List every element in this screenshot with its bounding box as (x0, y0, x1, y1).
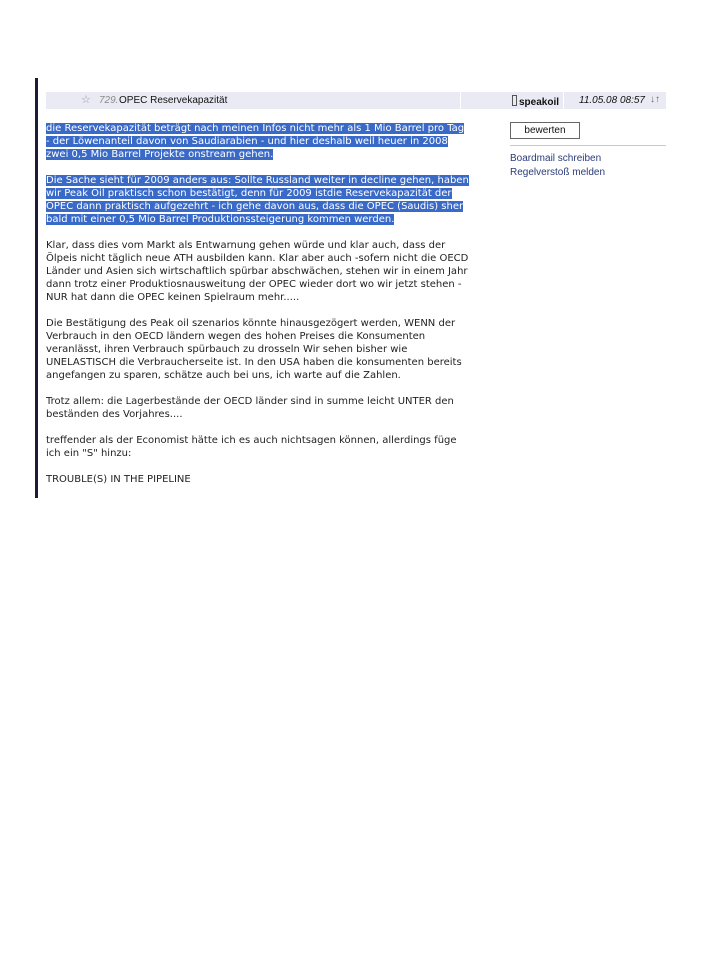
post-title[interactable]: OPEC Reservekapazität (119, 95, 228, 106)
selected-line: Die Sache sieht für 2009 anders aus: Sollte Russland weiter in decline gehen, haben (46, 175, 469, 186)
rate-button[interactable]: bewerten (510, 122, 580, 139)
header-divider (563, 92, 564, 109)
user-icon (512, 95, 517, 106)
text-line: veranlässt, ihren Verbrauch spürbauch zu drosseln Wir sehen bisher wie (46, 344, 408, 355)
selected-line: - der Löwenanteil davon von Saudiarabien - und hier deshalb weil heuer in 2008 (46, 136, 448, 147)
post-body (46, 122, 506, 499)
selected-line: wir Peak Oil praktisch schon bestätigt, denn für 2009 istdie Reservekapazität der (46, 188, 452, 199)
header-divider (460, 92, 461, 109)
selected-line: zwei 0,5 Mio Barrel Projekte onstream gehen. (46, 149, 274, 160)
text-line: ich ein "S" hinzu: (46, 448, 132, 459)
text-line: angefangen zu sparen, schätze auch bei uns, ich warte auf die Zahlen. (46, 370, 401, 381)
thread-depth-bar (35, 78, 38, 498)
post-paragraph (46, 317, 506, 382)
sidebar-divider (510, 145, 666, 146)
text-line: TROUBLE(S) IN THE PIPELINE (46, 474, 191, 485)
text-line: treffender als der Economist hätte ich es auch nichtsagen können, allerdings füge (46, 435, 457, 446)
post-paragraph (46, 239, 506, 304)
text-line: UNELASTISCH die Verbraucherseite ist. In den USA haben die konsumenten bereits (46, 357, 462, 368)
navigate-arrows-icon[interactable]: ↓↑ (650, 94, 660, 105)
boardmail-link[interactable]: Boardmail schreiben (510, 153, 602, 164)
post-header (46, 92, 666, 109)
selected-line: OPEC dann praktisch aufgezehrt - ich gehe davon aus, dass die OPEC (Saudis) sher (46, 201, 464, 212)
post-paragraph (46, 473, 506, 486)
post-sidebar (510, 122, 666, 177)
selected-line: die Reservekapazität beträgt nach meinen Infos nicht mehr als 1 Mio Barrel pro Tag (46, 123, 465, 134)
text-line: Ölpeis nicht täglich neue ATH ausbilden kann. Klar aber auch -sofern nicht die OECD (46, 253, 469, 264)
selected-line: bald mit einer 0,5 Mio Barrel Produktionssteigerung kommen werden. (46, 214, 395, 225)
author-name[interactable] (512, 95, 559, 108)
text-line: dann trotz einer Produktiosnausweitung der OPEC wieder dort wo wir jetzt stehen - (46, 279, 462, 290)
highlighted-paragraph (46, 174, 506, 226)
text-line: beständen des Vorjahres.... (46, 409, 183, 420)
text-line: Trotz allem: die Lagerbestände der OECD länder sind in summe leicht UNTER den (46, 396, 454, 407)
text-line: Die Bestätigung des Peak oil szenarios könnte hinausgezögert werden, WENN der (46, 318, 456, 329)
text-line: Länder und Asien sich wirtschaftlich spürbar abschwächen, stehen wir in einem Jahr (46, 266, 468, 277)
bookmark-star-icon[interactable]: ☆ (81, 94, 91, 106)
text-line: Verbrauch in den OECD ländern wegen des hohen Preises die Konsumenten (46, 331, 426, 342)
author-name-label: speakoil (519, 97, 560, 108)
post-number: 729. (99, 95, 119, 106)
post-paragraph (46, 395, 506, 421)
text-line: Klar, dass dies vom Markt als Entwarnung gehen würde und klar auch, dass der (46, 240, 446, 251)
highlighted-paragraph (46, 122, 506, 161)
post-datetime: 11.05.08 08:57 (579, 95, 645, 106)
report-violation-link[interactable]: Regelverstoß melden (510, 167, 606, 178)
post-paragraph (46, 434, 506, 460)
text-line: NUR hat dann die OPEC keinen Spielraum mehr..... (46, 292, 300, 303)
